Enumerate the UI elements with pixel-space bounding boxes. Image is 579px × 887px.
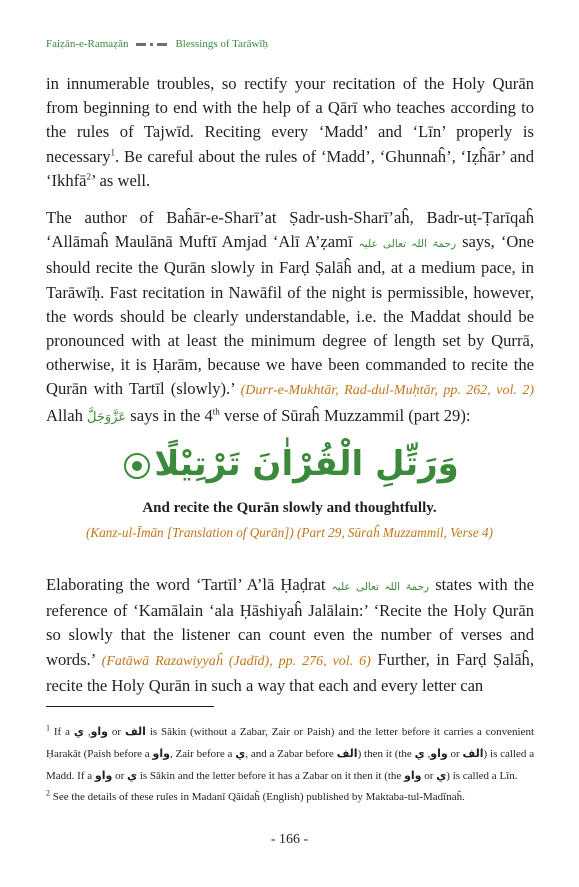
chapter-title: Blessings of Tarāwīḥ bbox=[175, 38, 268, 50]
reference-fatawa-razawiyyah: (Fatāwā Razawiyyaĥ (Jadīd), pp. 276, vol. 6) bbox=[101, 653, 371, 669]
honorific-azzawajal: عَزَّوَجَلَّ bbox=[87, 409, 127, 425]
footnote-2: $^2$ See the details of these rules in Madanī Qāidaĥ (English) published by Maktaba-tul-Madīnaĥ. bbox=[46, 788, 465, 803]
footnote-marker-2[interactable]: 2 bbox=[86, 171, 92, 182]
running-header bbox=[46, 38, 268, 50]
footnote-separator bbox=[46, 706, 214, 707]
footnotes bbox=[46, 721, 534, 808]
paragraph-ala-hadrat: Elaborating the word ‘Tartīl’ A’lā Ḥaḍrat رحمۃ اللہ تعالی علیہ states with the reference of ‘Kamālain ‘ala Ḥāshiyaĥ Jalālain:’ ‘Recite the Holy Qurān so slowly that the listener can count even the number of verses and words.’ (Fatāwā Razawiyyaĥ (Jadīd), pp. 276, vol. 6) Further, in Farḍ Ṣalāĥ, recite the Holy Qurān in such a way that each and every letter can bbox=[46, 575, 535, 695]
paragraph-sadr-ush-shariah: The author of Baĥār-e-Sharī’at Ṣadr-ush-Sharī’aĥ, Badr-uṭ-Ṭarīqaĥ ‘Allāmaĥ Maulānā Muftī Amjad ‘Alī A’ẓamī رحمۃ اللہ تعالی علیہ says, ‘One should recite the Qurān slowly in Farḍ Ṣalāĥ and, at a medium pace, in Tarāwīḥ. Fast recitation in Nawāfil of the night is permissible, however, the words should be clearly understandable, i.e. the Maddat should be pronounced with at least the minimum degree of length set by Qurrā, otherwise, it is Ḥarām, because we have been commanded to recite the Qurān with Tartīl (slowly).’ (Durr-e-Mukhtār, Rad-dul-Muḥtār, pp. 262, vol. 2) Allah عَزَّوَجَلَّ says in the 4th verse of Sūraĥ Muzzammil (part 29): bbox=[46, 208, 534, 425]
reference-durr-e-mukhtar: (Durr-e-Mukhtār, Rad-dul-Muḥtār, pp. 262, vol. 2) bbox=[240, 383, 534, 399]
verse-translation: And recite the Qurān slowly and thoughtfully. bbox=[142, 500, 437, 516]
footnote-1: $^1$ If a واو, ي or الف is Sākin (without a Zabar, Zair or Paish) and the letter before it carries a convenient Ḥarakāt (Paish before a واو, Zair before a ي, and a Zabar before الف) then it (the واو, ي or الف) is called a Madd. If a واو or ي is Sākin and the letter before it has a Zabar on it then it (the واو or ي) is called a Līn. bbox=[46, 723, 535, 782]
honorific-rahmatullah: رحمۃ اللہ تعالی علیہ bbox=[358, 238, 457, 251]
header-divider-ornament bbox=[136, 43, 167, 46]
page-number: - 166 - bbox=[270, 832, 309, 847]
quran-verse-arabic: وَرَتِّلِ الْقُرْاٰنَ تَرْتِيْلًا bbox=[0, 444, 579, 484]
verse-end-ornament-icon bbox=[124, 453, 150, 479]
honorific-rahmatullah: رحمۃ اللہ تعالی علیہ bbox=[331, 581, 430, 593]
paragraph-tajwid: in innumerable troubles, so rectify your recitation of the Holy Qurān from beginning to end with the help of a Qārī who teaches according to the rules of Tajwīd. Reciting every ‘Madd’ and ‘Līn’ properly is necessary$^1$. Be careful about the rules of ‘Madd’, ‘Ghunnaĥ’, ‘Iẓĥār’ and ‘Ikhfā$^2$’ as well. bbox=[46, 74, 534, 190]
verse-reference: (Kanz-ul-Īmān [Translation of Qurān]) (Part 29, Sūraĥ Muzzammil, Verse 4) bbox=[86, 525, 493, 540]
book-title: Faiẓān-e-Ramaẓān bbox=[46, 38, 129, 50]
footnote-marker-1[interactable]: 1 bbox=[110, 147, 115, 158]
